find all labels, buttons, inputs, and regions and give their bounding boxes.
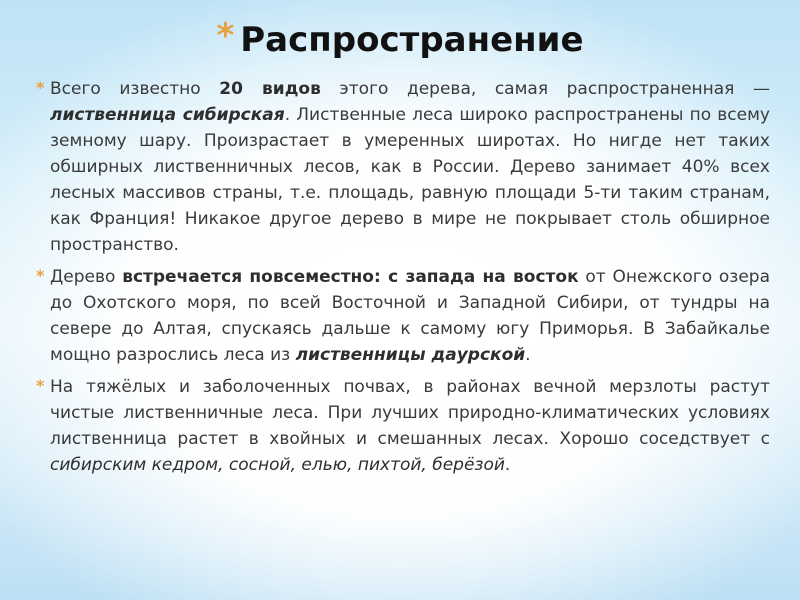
p1-siberian-larch: лиственница сибирская: [50, 105, 285, 125]
paragraph-1: [36, 76, 770, 258]
p2-dahurian-larch: лиственницы даурской: [295, 345, 526, 365]
bullet-asterisk-icon: *: [36, 78, 45, 97]
title-asterisk-icon: *: [216, 16, 235, 56]
p2-text-2: от Онежского озера до Охотского моря, по всей Восточной и Западной Сибири, от тундры на севере до Алтая, спускаясь дальше к самому югу Приморья. В Забайкалье мощно разрослись леса из: [50, 267, 770, 365]
paragraph-3: [36, 374, 770, 478]
p2-text-3: .: [525, 345, 531, 365]
p3-text-1: На тяжёлых и заболоченных почвах, в районах вечной мерзлоты растут чистые лиственничные леса. При лучших природно-климатических условиях лиственница растет в хвойных и смешанных лесах. Хорошо соседствует с: [50, 377, 770, 449]
slide-title: Распространение: [240, 20, 584, 60]
p3-neighbor-trees: сибирским кедром, сосной, елью, пихтой, берёзой: [50, 455, 505, 475]
p2-text-1: Дерево: [50, 267, 123, 287]
bullet-asterisk-icon: *: [36, 266, 45, 285]
p1-text-2: этого дерева, самая распространенная —: [320, 79, 770, 99]
bullet-asterisk-icon: *: [36, 376, 45, 395]
p2-bold-distribution: встречается повсеместно: с запада на восток: [122, 267, 579, 287]
paragraph-2: [36, 264, 770, 368]
p1-text-3: . Лиственные леса широко распространены по всему земному шару. Произрастает в умеренных широтах. Но нигде нет таких обширных лиственничных лесов, как в России. Дерево занимает 40% всех лесных массивов страны, т.е. площадь, равную площади 5-ти таким странам, как Франция! Никакое другое дерево в мире не покрывает столь обширное пространство.: [50, 105, 770, 255]
p1-bold-species-count: 20 видов: [219, 79, 321, 99]
slide-content: [36, 76, 770, 484]
slide-title-row: [0, 16, 800, 60]
p3-text-2: .: [504, 455, 511, 475]
p1-text-1: Всего известно: [50, 79, 220, 99]
